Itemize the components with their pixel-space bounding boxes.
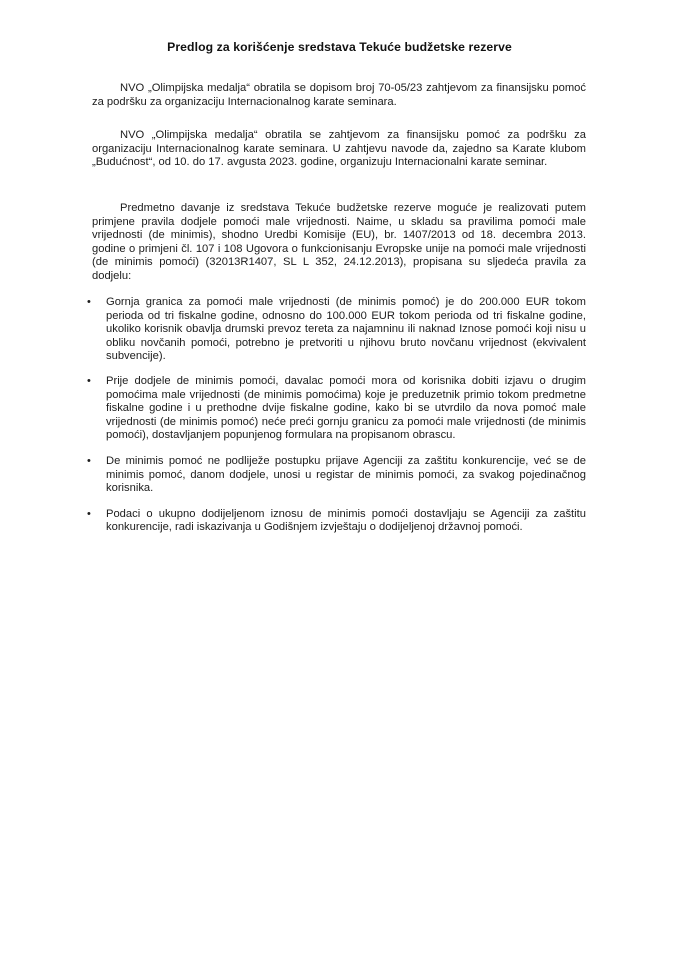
list-item [66, 296, 586, 364]
bullet-icon: • [87, 374, 91, 387]
paragraph-request-details: NVO „Olimpijska medalja“ obratila se zahtjevom za finansijsku pomoć za podršku za organizaciju Internacionalnog karate seminara. U zahtjevu navode da, zajedno sa Karate klubom „Budućnost“, od 10. do 17. avgusta 2023. godine, organizuju Internacionalni karate seminar. [92, 129, 586, 169]
rules-bullet-list [66, 296, 586, 547]
page-title: Predlog za korišćenje sredstava Tekuće budžetske rezerve [167, 40, 512, 54]
list-item [66, 508, 586, 535]
list-item-text: Podaci o ukupno dodijeljenom iznosu de minimis pomoći dostavljaju se Agenciji za zaštitu konkurencije, radi iskazivanja u Godišnjem izvještaju o dodijeljenoj državnoj pomoći. [106, 507, 586, 534]
paragraph-request-letter: NVO „Olimpijska medalja“ obratila se dopisom broj 70-05/23 zahtjevom za finansijsku pomoć za podršku za organizaciju Internacionalnog karate seminara. [92, 82, 586, 108]
bullet-icon: • [87, 454, 91, 467]
list-item-text: De minimis pomoć ne podliježe postupku prijave Agenciji za zaštitu konkurencije, već se de minimis pomoć, danom dodjele, unosi u registar de minimis pomoći, za svakog pojedinačnog korisnika. [106, 454, 586, 495]
bullet-icon: • [87, 507, 91, 520]
list-item [66, 375, 586, 443]
bullet-icon: • [87, 296, 91, 308]
list-item [66, 455, 586, 496]
list-item-text: Prije dodjele de minimis pomoći, davalac pomoći mora od korisnika dobiti izjavu o drugim pomoćima male vrijednosti (de minimis pomoćima) koje je preduzetnik primio tokom predmetne fiskalne godine i u prethodne dvije fiskalne godine, kako bi se utvrdilo da nova pomoć male vrijednosti (de minimis pomoć) neće preći gornju granicu za pomoći male vrijednosti (de minimis pomoći), dostavljanjem popunjenog formulara na propisanom obrascu. [106, 374, 586, 442]
list-item-text: Gornja granica za pomoći male vrijednosti (de minimis pomoć) je do 200.000 EUR tokom perioda od tri fiskalne godine, odnosno do 100.000 EUR tokom perioda od tri fiskalne godine, ukoliko korisnik obavlja drumski prevoz tereta za najamninu ili naknad Iznose pomoći koji nisu u obliku novčanih pomoći, potrebno je pretvoriti u njihovu bruto novčanu vrijednost (ekvivalent subvencije). [106, 296, 586, 363]
paragraph-de-minimis-rules: Predmetno davanje iz sredstava Tekuće budžetske rezerve moguće je realizovati putem primjene pravila dodjele pomoći male vrijednosti. Naime, u skladu sa pravilima pomoći male vrijednosti (de minimis), shodno Uredbi Komisije (EU), br. 1407/2013 od 18. decembra 2013. godine o primjeni čl. 107 i 108 Ugovora o funkcionisanju Evropske unije na pomoći male vrijednosti (de minimis pomoći) (32013R1407, SL L 352, 24.12.2013), propisana su sljedeća pravila za dodjelu: [92, 202, 586, 282]
